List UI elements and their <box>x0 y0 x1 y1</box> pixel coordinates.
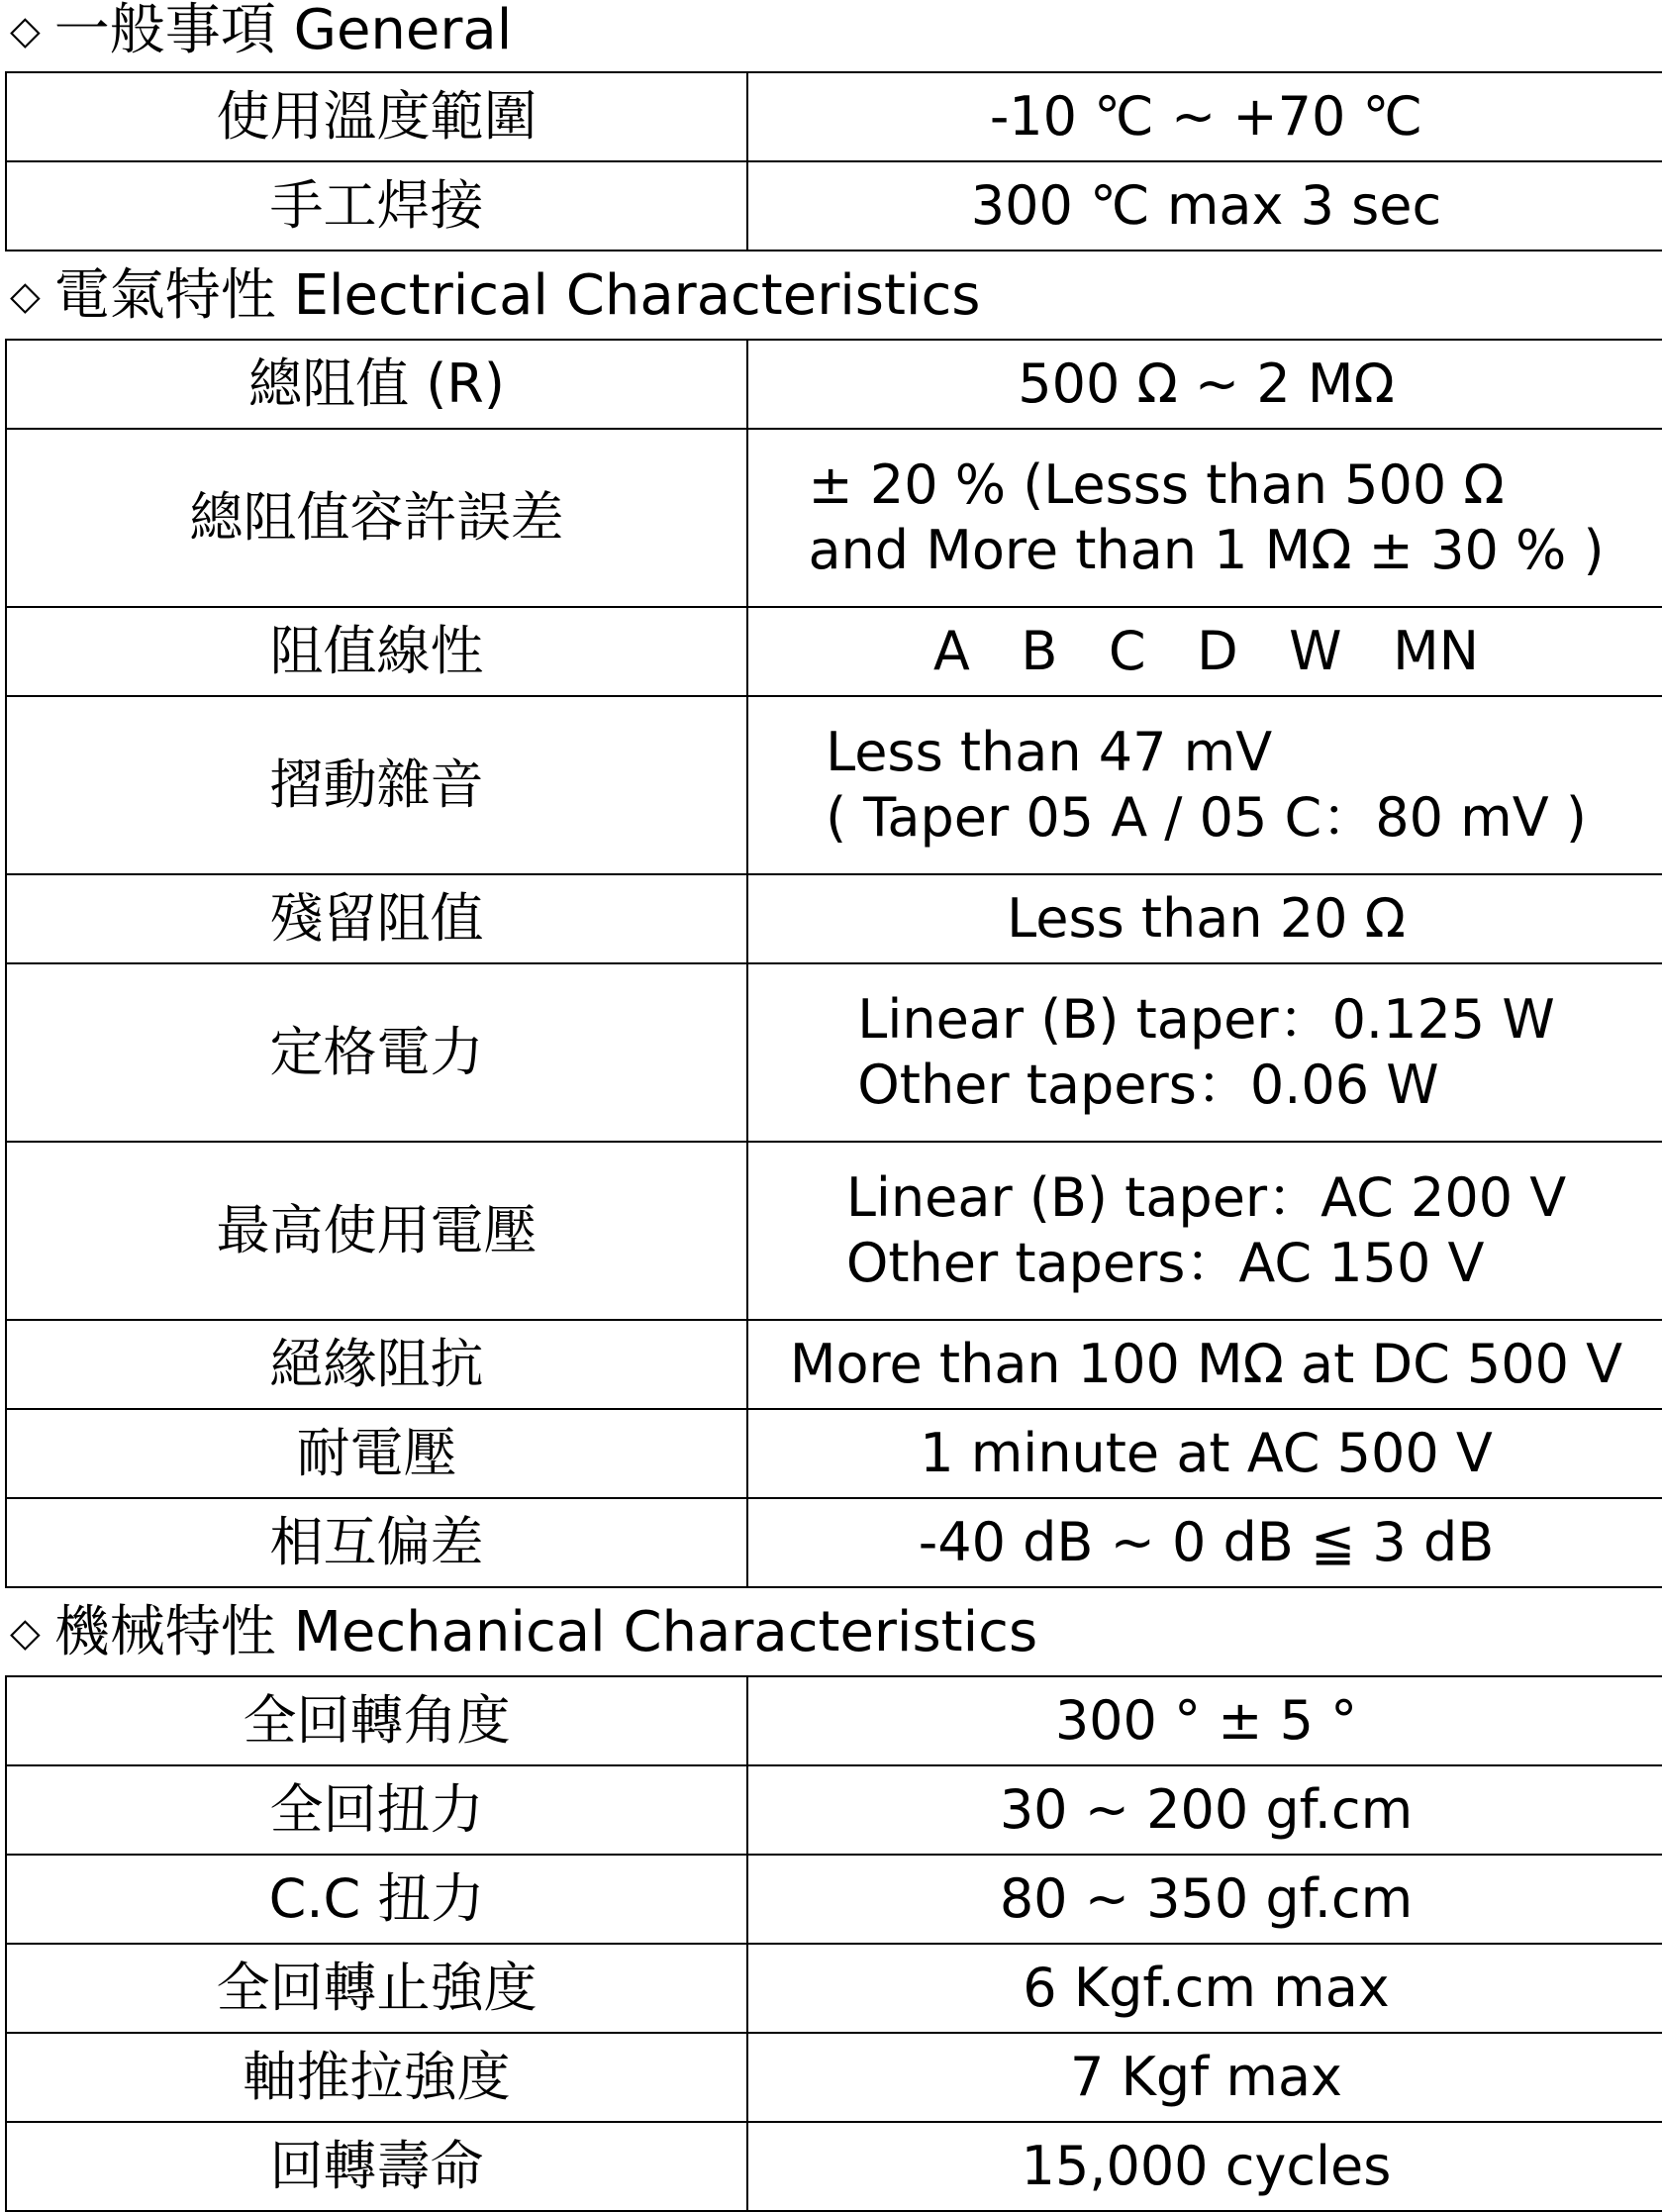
table-row <box>6 963 1662 1142</box>
spec-label: 阻值線性 <box>6 607 747 696</box>
spec-value: -40 dB ~ 0 dB ≦ 3 dB <box>747 1498 1662 1587</box>
spec-value-line: Less than 47 mV <box>826 721 1273 783</box>
section-title: 電氣特性 Electrical Characteristics <box>53 263 981 328</box>
spec-value <box>747 1142 1662 1320</box>
spec-label: 全回扭力 <box>6 1765 747 1855</box>
table-row <box>6 1676 1662 1765</box>
spec-value-line: Other tapers：AC 150 V <box>845 1232 1485 1294</box>
spec-value: 500 Ω ~ 2 MΩ <box>747 340 1662 429</box>
spec-label: 絕緣阻抗 <box>6 1320 747 1409</box>
spec-label: 全回轉角度 <box>6 1676 747 1765</box>
table-row <box>6 2122 1662 2211</box>
spec-label: 摺動雜音 <box>6 696 747 874</box>
spec-label: 手工焊接 <box>6 161 747 251</box>
diamond-icon: ◇ <box>10 8 41 53</box>
spec-value-line: Linear (B) taper：0.125 W <box>857 988 1555 1051</box>
table-row <box>6 429 1662 607</box>
spec-value: 1 minute at AC 500 V <box>747 1409 1662 1498</box>
section-heading-electrical <box>10 265 980 327</box>
spec-value-line: ( Taper 05 A / 05 C：80 mV ) <box>826 786 1587 849</box>
spec-label: 全回轉止強度 <box>6 1944 747 2033</box>
section-title: 一般事項 General <box>53 0 513 62</box>
general-spec-table <box>5 71 1662 251</box>
spec-value-line: and More than 1 MΩ ± 30 % ) <box>808 519 1605 581</box>
section-heading-mechanical <box>10 1602 1037 1663</box>
spec-label: 最高使用電壓 <box>6 1142 747 1320</box>
spec-value-lines <box>846 1165 1566 1296</box>
electrical-spec-table <box>5 339 1662 1588</box>
table-row <box>6 72 1662 161</box>
spec-value-lines <box>808 452 1604 583</box>
spec-label: 回轉壽命 <box>6 2122 747 2211</box>
spec-value-line: ± 20 % (Lesss than 500 Ω <box>808 453 1505 516</box>
table-row <box>6 607 1662 696</box>
spec-label: 耐電壓 <box>6 1409 747 1498</box>
spec-label: 定格電力 <box>6 963 747 1142</box>
spec-value: Less than 20 Ω <box>747 874 1662 963</box>
table-row <box>6 1320 1662 1409</box>
spec-label: 相互偏差 <box>6 1498 747 1587</box>
table-row <box>6 696 1662 874</box>
spec-value: 80 ~ 350 gf.cm <box>747 1855 1662 1944</box>
mechanical-spec-table <box>5 1675 1662 2212</box>
spec-value <box>747 429 1662 607</box>
spec-value-lines <box>857 987 1554 1118</box>
table-row <box>6 874 1662 963</box>
table-row <box>6 1765 1662 1855</box>
spec-value: A B C D W MN <box>747 607 1662 696</box>
spec-value: 7 Kgf max <box>747 2033 1662 2122</box>
table-row <box>6 1142 1662 1320</box>
table-row <box>6 340 1662 429</box>
spec-value: 15,000 cycles <box>747 2122 1662 2211</box>
spec-value: 300 ° ± 5 ° <box>747 1676 1662 1765</box>
spec-value: 6 Kgf.cm max <box>747 1944 1662 2033</box>
spec-value-line: Linear (B) taper：AC 200 V <box>845 1166 1567 1229</box>
section-title: 機械特性 Mechanical Characteristics <box>53 1600 1038 1664</box>
spec-label: 總阻值容許誤差 <box>6 429 747 607</box>
table-row <box>6 1855 1662 1944</box>
diamond-icon: ◇ <box>10 1610 41 1656</box>
spec-value-line: Other tapers：0.06 W <box>857 1054 1439 1116</box>
table-row <box>6 161 1662 251</box>
spec-value: More than 100 MΩ at DC 500 V <box>747 1320 1662 1409</box>
spec-label: 總阻值 (R) <box>6 340 747 429</box>
spec-label: 軸推拉強度 <box>6 2033 747 2122</box>
spec-value-lines <box>826 720 1587 851</box>
table-row <box>6 1944 1662 2033</box>
spec-value <box>747 696 1662 874</box>
spec-label: 殘留阻值 <box>6 874 747 963</box>
table-row <box>6 1498 1662 1587</box>
diamond-icon: ◇ <box>10 273 41 319</box>
table-row <box>6 1409 1662 1498</box>
section-heading-general <box>10 0 512 61</box>
spec-label: 使用溫度範圍 <box>6 72 747 161</box>
spec-label: C.C 扭力 <box>6 1855 747 1944</box>
table-row <box>6 2033 1662 2122</box>
spec-value: 300 ℃ max 3 sec <box>747 161 1662 251</box>
spec-value: -10 ℃ ~ +70 ℃ <box>747 72 1662 161</box>
spec-value <box>747 963 1662 1142</box>
spec-value: 30 ~ 200 gf.cm <box>747 1765 1662 1855</box>
